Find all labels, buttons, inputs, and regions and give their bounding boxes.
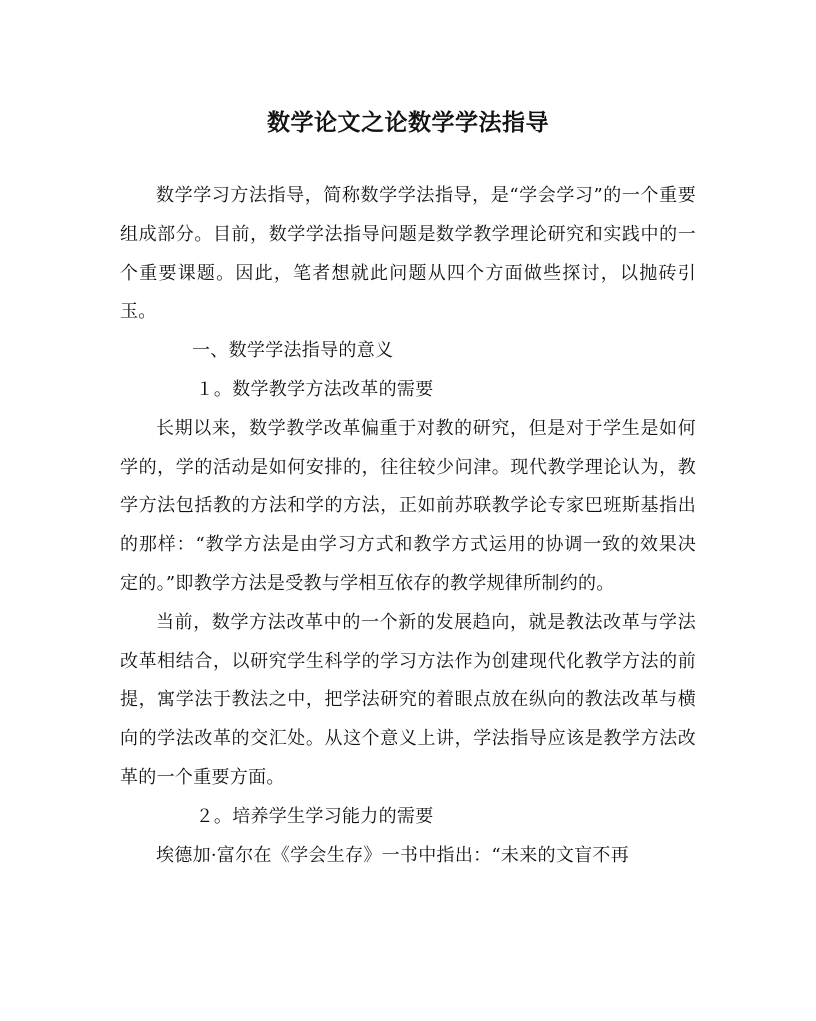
intro-paragraph: 数学学习方法指导，简称数学学法指导，是“学会学习”的一个重要组成部分。目前，数学学法指导问题是数学教学理论研究和实践中的一个重要课题。因此，笔者想就此问题从四个方面做些探讨，以抛砖引玉。 [120, 185, 696, 323]
body-paragraph: 埃德加·富尔在《学会生存》一书中指出：“未来的文盲不再 [156, 844, 630, 866]
document-body [120, 177, 696, 875]
body-paragraph: 长期以来，数学教学改革偏重于对教的研究，但是对于学生是如何学的，学的活动是如何安排的，往往较少问津。现代教学理论认为，教学方法包括教的方法和学的方法，正如前苏联教学论专家巴班斯基指出的那样：“教学方法是由学习方式和教学方式运用的协调一致的效果决定的。”即教学方法是受教与学相互依存的教学规律所制约的。 [120, 417, 696, 594]
subsection-heading-1: １。数学教学方法改革的需要 [195, 378, 434, 400]
subsection-heading-2: ２。培养学生学习能力的需要 [195, 805, 434, 827]
body-paragraph: 当前，数学方法改革中的一个新的发展趋向，就是教法改革与学法改革相结合，以研究学生科学的学习方法作为创建现代化教学方法的前提，寓学法于教法之中，把学法研究的着眼点放在纵向的教法改革与横向的学法改革的交汇处。从这个意义上讲，学法指导应该是教学方法改革的一个重要方面。 [120, 611, 696, 788]
document-title: 数学论文之论数学学法指导 [267, 109, 549, 136]
section-heading-1: 一、数学学法指导的意义 [192, 340, 394, 362]
